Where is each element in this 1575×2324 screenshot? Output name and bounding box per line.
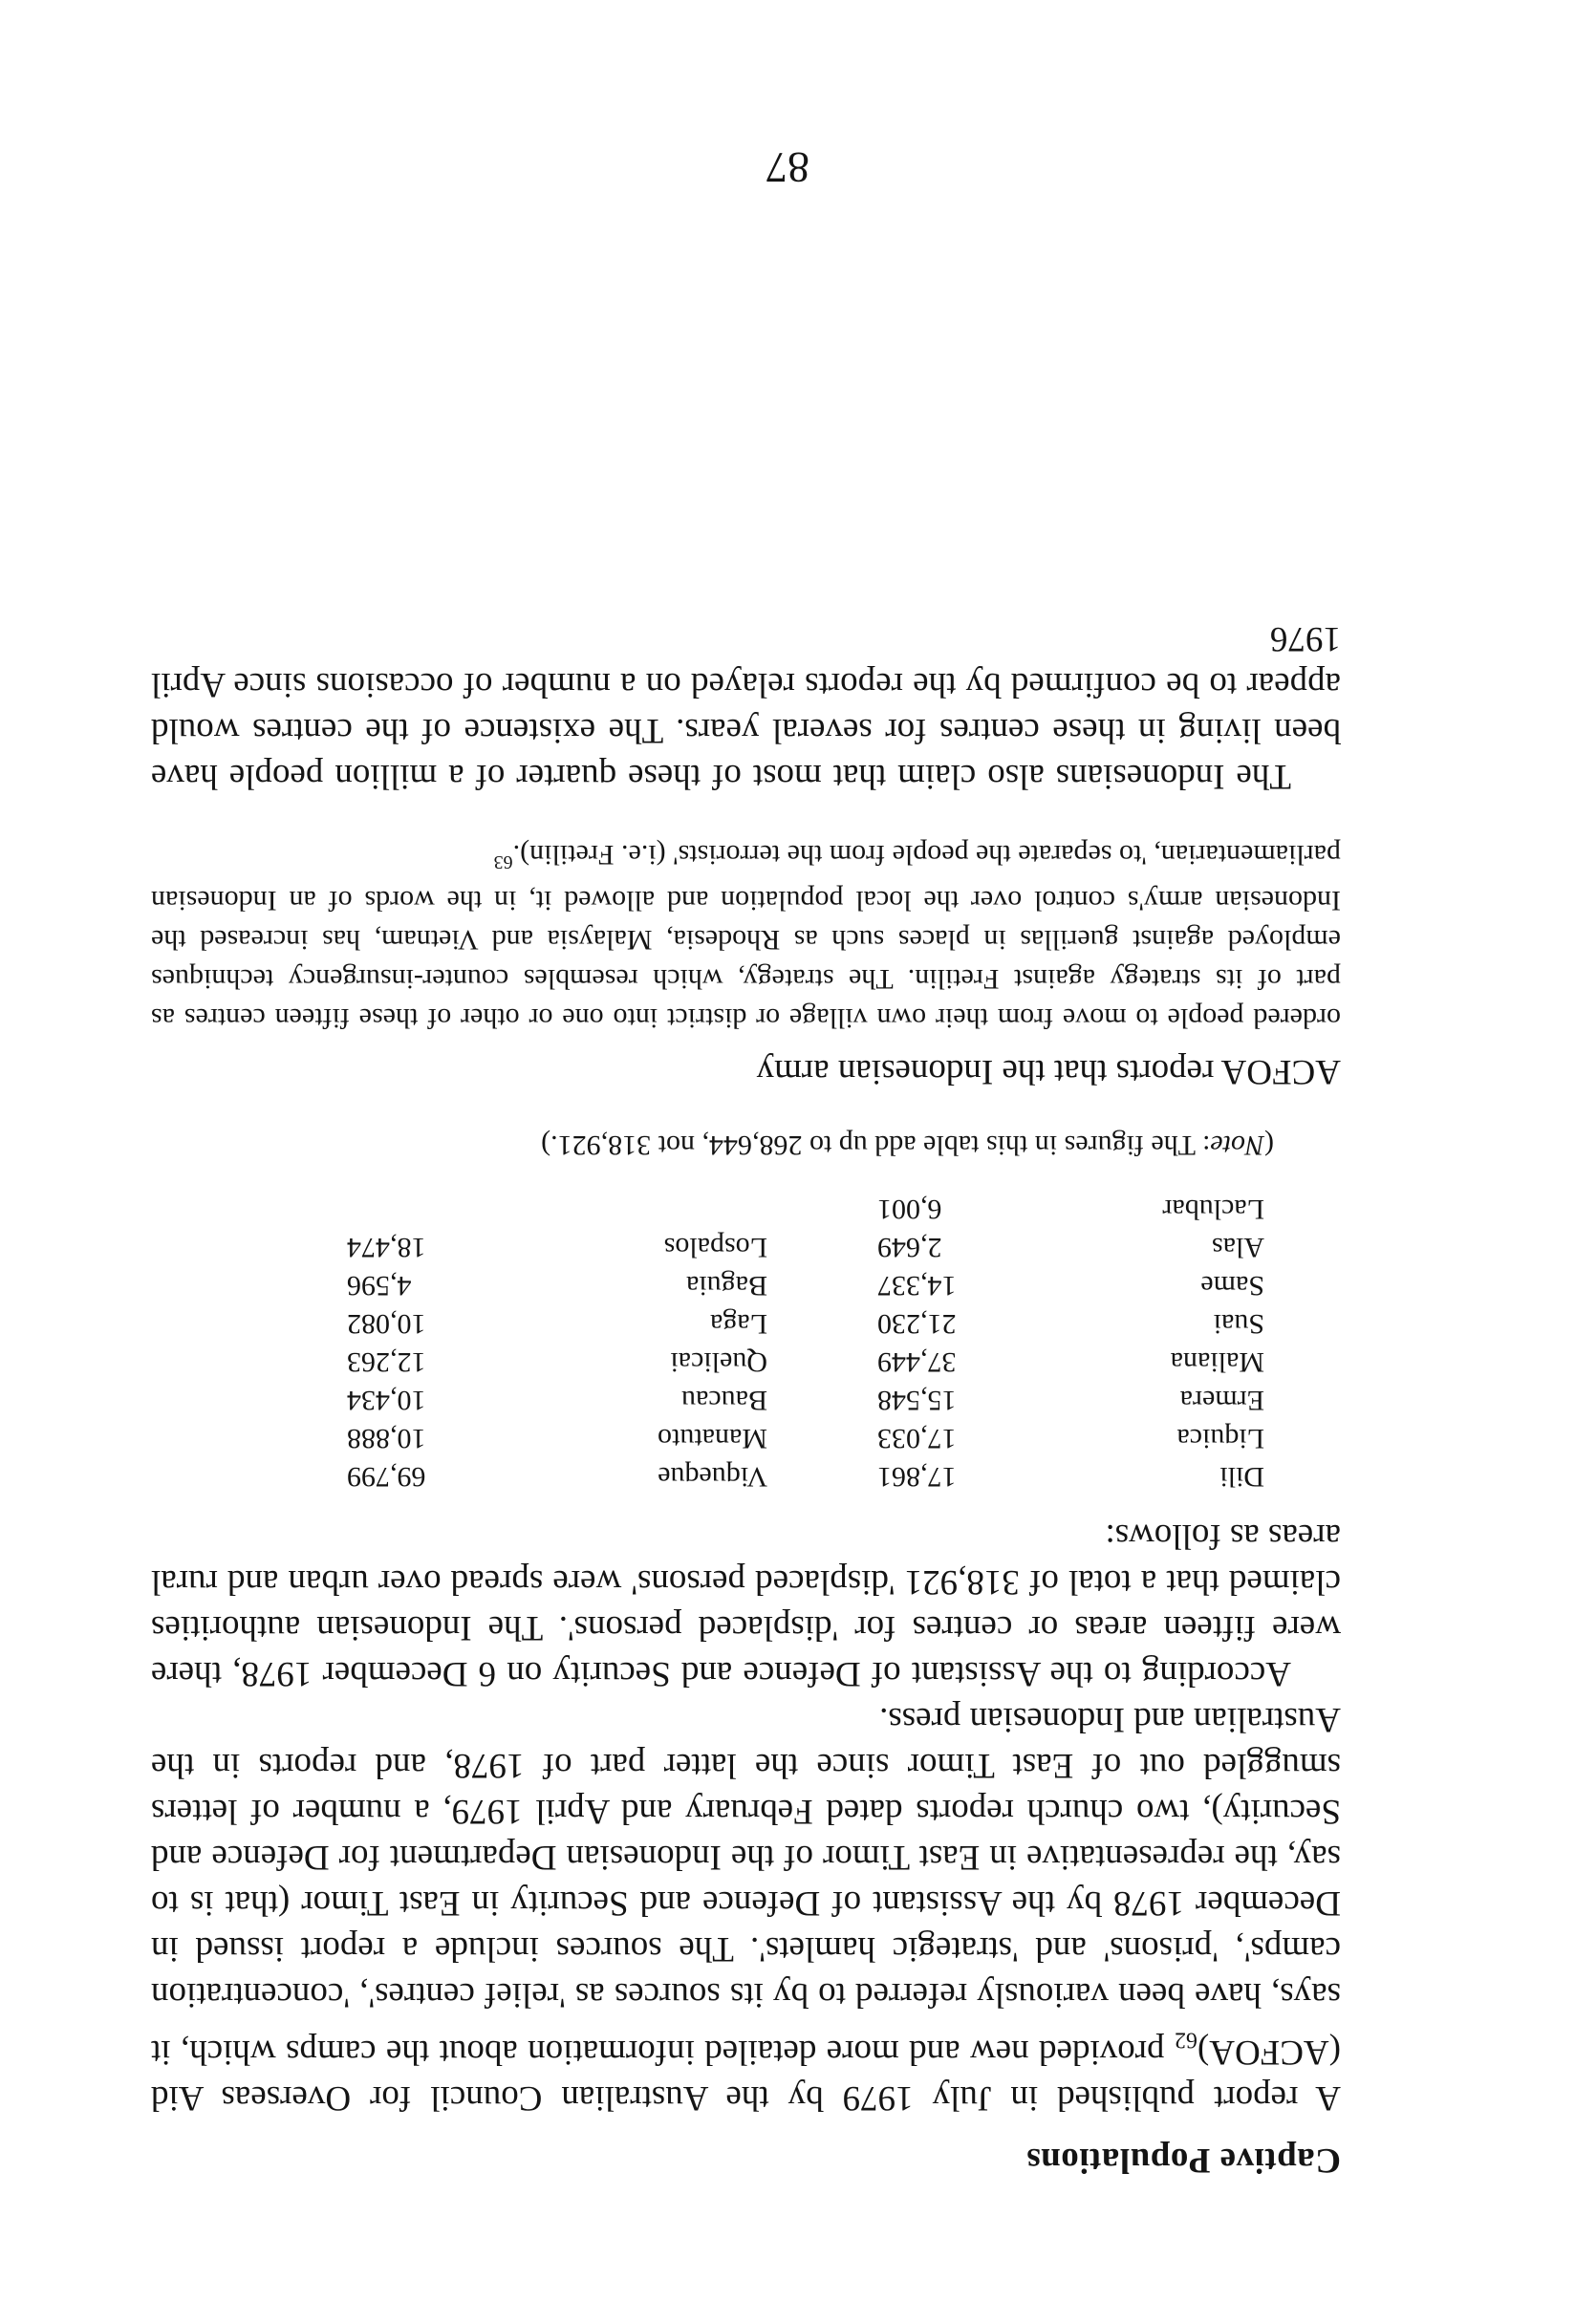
- table-cell-value: 2,649: [877, 1231, 942, 1263]
- table-cell-value: 6,001: [877, 1193, 942, 1225]
- block-quote: [151, 835, 1341, 1038]
- table-cell-value: 10,082: [347, 1307, 426, 1340]
- table-cell-area: Ermera: [1179, 1384, 1264, 1416]
- table-cell-area: Maliana: [1170, 1345, 1264, 1378]
- table-cell-area: Suai: [1213, 1307, 1264, 1340]
- table-row: [151, 1381, 1341, 1419]
- table-cell-area: Quelicai: [670, 1345, 767, 1378]
- table-cell-value: 10,434: [347, 1384, 426, 1416]
- table-row: [151, 1228, 1341, 1266]
- table-cell-area: Lospalos: [663, 1231, 767, 1263]
- table-cell-value: 15,548: [877, 1384, 957, 1416]
- paragraph-text: provided new and more detailed information about the camps which, it says, have been variously referred to by its sources as 'relief centres', 'concentration camps', 'prisons' and 'strategic hamlets'. The sources include a report issued in December 1978 by the Assistant of Defence and Security in East Timor (that is to say, the representative in East Timor of the Indonesian Department for Defence and Security), two church reports dated February and April 1979, a number of letters smuggled out of East Timor since the latter part of 1978, and reports in the Australian and Indonesian press.: [151, 1699, 1341, 2072]
- quote-text: ordered people to move from their own village or district into one or other of these fifteen centres as part of its strategy against Fretilin. The strategy, which resembles counter-insurgency techniques employed against guerillas in places such as Rhodesia, Malaysia and Vietnam, has increased the Indonesian army's control over the local population and allowed it, in the words of an Indonesian parliamentarian, 'to separate the people from the terrorists' (i.e. Fretilin).: [151, 838, 1341, 1034]
- page-content: [151, 615, 1341, 2181]
- table-row: [151, 1304, 1341, 1343]
- table-cell-area: Liquica: [1176, 1422, 1264, 1454]
- table-cell-area: Laga: [710, 1307, 767, 1340]
- table-cell-value: 21,230: [877, 1307, 957, 1340]
- table-cell-area: Laclubar: [1162, 1193, 1264, 1225]
- displaced-persons-table: [151, 1190, 1341, 1496]
- table-cell-value: 17,861: [877, 1460, 957, 1493]
- table-row: [151, 1266, 1341, 1304]
- paragraph-assistant-defence: According to the Assistant of Defence and Security on 6 December 1978, there were fifteen areas or centres for 'displaced persons'. The Indonesian authorities claimed that a total of 318,921 'displaced persons' were spread over urban and rural areas as follows:: [151, 1516, 1341, 1693]
- table-cell-area: Manatuto: [658, 1422, 767, 1454]
- quote-lead-in: ACFOA reports that the Indonesian army: [756, 1051, 1341, 1091]
- note-text: : The figures in this table add up to 268,644, not 318,921.): [541, 1129, 1211, 1161]
- table-cell-area: Alas: [1212, 1231, 1264, 1263]
- table-cell-area: Baucau: [681, 1384, 767, 1416]
- paragraph-acfoa-report: [151, 1696, 1341, 2120]
- table-cell-area: Viqueque: [658, 1460, 767, 1493]
- section-heading: Captive Populations: [1025, 2141, 1341, 2180]
- footnote-ref: 63: [493, 850, 513, 872]
- table-cell-value: 4,596: [347, 1269, 412, 1302]
- table-note: (Note: The figures in this table add up to 268,644, not 318,921.): [541, 1129, 1274, 1161]
- table-row: [151, 1457, 1341, 1496]
- table-cell-value: 10,888: [347, 1422, 426, 1454]
- table-cell-area: Same: [1200, 1269, 1264, 1302]
- table-cell-value: 14,337: [877, 1269, 957, 1302]
- footnote-ref: 62: [1174, 2027, 1197, 2053]
- table-cell-value: 17,033: [877, 1422, 957, 1454]
- note-label: Note: [1210, 1129, 1264, 1161]
- table-row: [151, 1343, 1341, 1381]
- paragraph-quarter-million: The Indonesians also claim that most of these quarter of a million people have been living in these centres for several years. The existence of the centres would appear to be confirmed by the reports relayed on a number of occasions since April 1976: [151, 618, 1341, 796]
- page-number: 87: [766, 143, 809, 192]
- table-row: [151, 1190, 1341, 1228]
- table-cell-area: Baguia: [686, 1269, 767, 1302]
- table-cell-value: 69,799: [347, 1460, 426, 1493]
- table-cell-value: 37,449: [877, 1345, 957, 1378]
- table-row: [151, 1419, 1341, 1457]
- table-cell-value: 12,263: [347, 1345, 426, 1378]
- paragraph-text: A report published in July 1979 by the Australian Council for Overseas Aid (ACFOA): [151, 2033, 1341, 2118]
- table-cell-area: Dili: [1219, 1460, 1264, 1493]
- table-cell-value: 18,474: [347, 1231, 426, 1263]
